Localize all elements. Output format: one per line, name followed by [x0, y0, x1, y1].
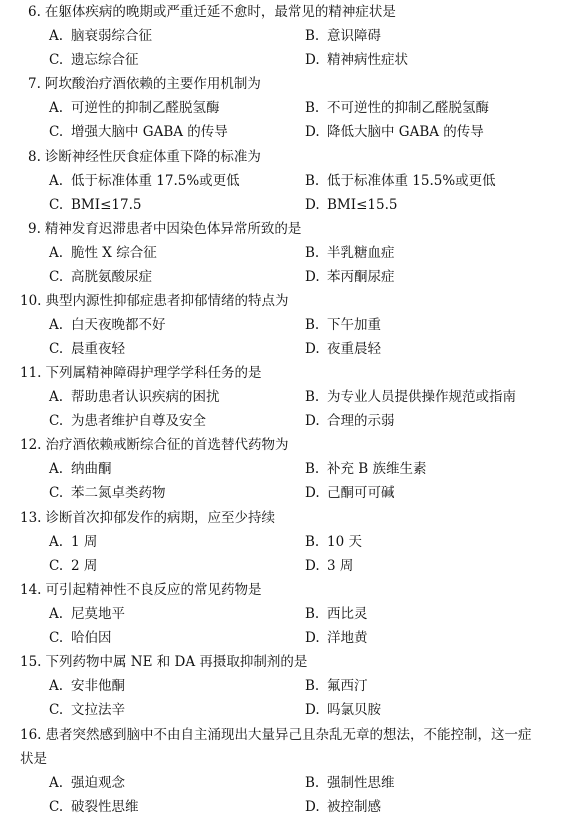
- question-number: 15.: [20, 654, 42, 670]
- option-text: 低于标准体重 15.5%或更低: [327, 173, 496, 189]
- option-text: 1 周: [71, 534, 98, 550]
- option-text: 苯丙酮尿症: [327, 269, 395, 285]
- question-text: 阿坎酸治疗酒依赖的主要作用机制为: [44, 76, 261, 92]
- option-text: 苯二氮卓类药物: [71, 485, 166, 501]
- answer-option: [305, 124, 484, 140]
- option-key: B.: [305, 775, 320, 791]
- question-stem: [28, 149, 548, 165]
- option-text: 可逆性的抑制乙醛脱氢酶: [71, 100, 220, 116]
- answer-option: [49, 124, 228, 140]
- answer-option: [305, 389, 516, 405]
- option-text: 遗忘综合征: [71, 52, 139, 68]
- answer-option: [305, 558, 353, 574]
- question-number: 13.: [20, 510, 42, 526]
- question-text: 患者突然感到脑中不由自主涌现出大量异己且杂乱无章的想法，不能控制，这一症状是: [20, 727, 532, 767]
- option-text: 下午加重: [327, 317, 381, 333]
- question-stem: [28, 221, 548, 237]
- option-key: A.: [49, 317, 64, 333]
- option-key: B.: [305, 245, 320, 261]
- option-key: B.: [305, 173, 320, 189]
- option-key: A.: [49, 775, 64, 791]
- option-text: 补充 B 族维生素: [327, 461, 427, 477]
- question-text: 在躯体疾病的晚期或严重迁延不愈时，最常见的精神症状是: [44, 4, 396, 20]
- option-text: 意识障碍: [327, 28, 381, 44]
- option-text: 脆性 X 综合征: [71, 245, 157, 261]
- answer-option: [49, 269, 152, 285]
- option-key: C.: [49, 485, 64, 501]
- question-number: 12.: [20, 437, 42, 453]
- answer-option: [49, 775, 125, 791]
- option-key: D.: [305, 702, 320, 718]
- option-text: 为患者维护自尊及安全: [71, 413, 206, 429]
- option-text: 精神病性症状: [327, 52, 408, 68]
- option-text: BMI≤15.5: [327, 197, 398, 213]
- option-text: 西比灵: [327, 606, 368, 622]
- option-key: A.: [49, 389, 64, 405]
- answer-option: [49, 630, 112, 646]
- option-key: D.: [305, 799, 320, 815]
- option-key: B.: [305, 317, 320, 333]
- answer-option: [305, 799, 381, 815]
- question-number: 8.: [28, 149, 41, 165]
- answer-option: [49, 245, 157, 261]
- option-key: C.: [49, 630, 64, 646]
- option-text: 尼莫地平: [71, 606, 125, 622]
- question-text: 下列药物中属 NE 和 DA 再摄取抑制剂的是: [45, 654, 308, 670]
- answer-option: [49, 197, 141, 213]
- option-key: A.: [49, 606, 64, 622]
- option-text: 半乳糖血症: [327, 245, 395, 261]
- answer-option: [305, 269, 395, 285]
- answer-option: [49, 678, 125, 694]
- answer-option: [305, 28, 381, 44]
- option-key: D.: [305, 269, 320, 285]
- option-key: A.: [49, 28, 64, 44]
- question-number: 11.: [20, 365, 42, 381]
- answer-option: [49, 606, 125, 622]
- option-text: 洋地黄: [327, 630, 368, 646]
- option-text: 被控制感: [327, 799, 381, 815]
- option-text: 合理的示弱: [327, 413, 395, 429]
- option-key: B.: [305, 606, 320, 622]
- question-text: 典型内源性抑郁症患者抑郁情绪的特点为: [45, 293, 289, 309]
- question-stem: [20, 510, 540, 526]
- answer-option: [305, 100, 489, 116]
- option-text: 晨重夜轻: [71, 341, 125, 357]
- question-stem: [20, 293, 540, 309]
- answer-option: [49, 28, 152, 44]
- option-text: 增强大脑中 GABA 的传导: [71, 124, 228, 140]
- answer-option: [305, 341, 381, 357]
- option-key: B.: [305, 534, 320, 550]
- option-text: 低于标准体重 17.5%或更低: [71, 173, 240, 189]
- answer-option: [49, 317, 166, 333]
- option-text: 夜重晨轻: [327, 341, 381, 357]
- question-stem: [20, 365, 540, 381]
- answer-option: [305, 197, 397, 213]
- option-key: C.: [49, 52, 64, 68]
- option-text: 强制性思维: [327, 775, 395, 791]
- answer-option: [49, 52, 139, 68]
- question-text: 下列属精神障碍护理学学科任务的是: [45, 365, 262, 381]
- option-key: D.: [305, 413, 320, 429]
- option-text: 10 天: [327, 534, 362, 550]
- answer-option: [305, 678, 368, 694]
- option-text: 纳曲酮: [71, 461, 112, 477]
- answer-option: [305, 534, 362, 550]
- option-key: B.: [305, 389, 320, 405]
- option-key: C.: [49, 413, 64, 429]
- question-stem: [28, 4, 548, 20]
- option-key: B.: [305, 100, 320, 116]
- option-key: A.: [49, 534, 64, 550]
- option-key: C.: [49, 269, 64, 285]
- question-stem: [20, 654, 540, 670]
- answer-option: [49, 534, 97, 550]
- answer-option: [49, 461, 112, 477]
- option-key: C.: [49, 124, 64, 140]
- answer-option: [49, 702, 125, 718]
- option-key: B.: [305, 678, 320, 694]
- answer-option: [305, 702, 381, 718]
- option-text: 强迫观念: [71, 775, 125, 791]
- question-number: 10.: [20, 293, 42, 309]
- option-text: 破裂性思维: [71, 799, 139, 815]
- option-text: 吗氯贝胺: [327, 702, 381, 718]
- question-stem: [28, 76, 548, 92]
- answer-option: [305, 775, 395, 791]
- option-text: 哈伯因: [71, 630, 112, 646]
- option-text: 3 周: [327, 558, 354, 574]
- option-key: A.: [49, 100, 64, 116]
- answer-option: [305, 461, 427, 477]
- option-text: 降低大脑中 GABA 的传导: [327, 124, 484, 140]
- answer-option: [49, 341, 125, 357]
- answer-option: [49, 558, 97, 574]
- answer-option: [49, 100, 220, 116]
- option-key: A.: [49, 173, 64, 189]
- option-text: 文拉法辛: [71, 702, 125, 718]
- option-text: 帮助患者认识疾病的困扰: [71, 389, 220, 405]
- answer-option: [305, 485, 395, 501]
- option-key: D.: [305, 124, 320, 140]
- option-text: BMI≤17.5: [71, 197, 142, 213]
- answer-option: [305, 606, 368, 622]
- option-text: 己酮可可碱: [327, 485, 395, 501]
- question-number: 9.: [28, 221, 41, 237]
- option-key: B.: [305, 461, 320, 477]
- answer-option: [305, 413, 395, 429]
- option-text: 白天夜晚都不好: [71, 317, 166, 333]
- question-number: 16.: [20, 727, 42, 743]
- option-text: 为专业人员提供操作规范或指南: [327, 389, 516, 405]
- answer-option: [49, 389, 220, 405]
- question-stem: [20, 582, 540, 598]
- answer-option: [305, 317, 381, 333]
- answer-option: [305, 52, 408, 68]
- option-text: 安非他酮: [71, 678, 125, 694]
- option-key: B.: [305, 28, 320, 44]
- option-text: 不可逆性的抑制乙醛脱氢酶: [327, 100, 489, 116]
- option-key: C.: [49, 558, 64, 574]
- option-key: C.: [49, 702, 64, 718]
- option-key: D.: [305, 485, 320, 501]
- answer-option: [49, 485, 166, 501]
- option-key: A.: [49, 245, 64, 261]
- option-text: 脑衰弱综合征: [71, 28, 152, 44]
- question-text: 诊断首次抑郁发作的病期，应至少持续: [45, 510, 275, 526]
- option-key: A.: [49, 678, 64, 694]
- question-text: 精神发育迟滞患者中因染色体异常所致的是: [44, 221, 302, 237]
- answer-option: [305, 173, 496, 189]
- question-stem: [20, 437, 540, 453]
- question-text: 诊断神经性厌食症体重下降的标准为: [44, 149, 261, 165]
- question-stem: [20, 723, 540, 771]
- question-number: 14.: [20, 582, 42, 598]
- answer-option: [49, 413, 206, 429]
- question-text: 可引起精神性不良反应的常见药物是: [45, 582, 262, 598]
- option-key: D.: [305, 197, 320, 213]
- option-key: C.: [49, 799, 64, 815]
- question-number: 6.: [28, 4, 41, 20]
- option-key: D.: [305, 558, 320, 574]
- option-key: C.: [49, 197, 64, 213]
- answer-option: [49, 173, 240, 189]
- option-key: D.: [305, 630, 320, 646]
- answer-option: [49, 799, 139, 815]
- option-text: 氟西汀: [327, 678, 368, 694]
- option-key: C.: [49, 341, 64, 357]
- question-text: 治疗酒依赖戒断综合征的首选替代药物为: [45, 437, 289, 453]
- answer-option: [305, 245, 395, 261]
- option-key: A.: [49, 461, 64, 477]
- option-text: 2 周: [71, 558, 98, 574]
- option-key: D.: [305, 52, 320, 68]
- question-number: 7.: [28, 76, 41, 92]
- option-text: 高胱氨酸尿症: [71, 269, 152, 285]
- answer-option: [305, 630, 368, 646]
- option-key: D.: [305, 341, 320, 357]
